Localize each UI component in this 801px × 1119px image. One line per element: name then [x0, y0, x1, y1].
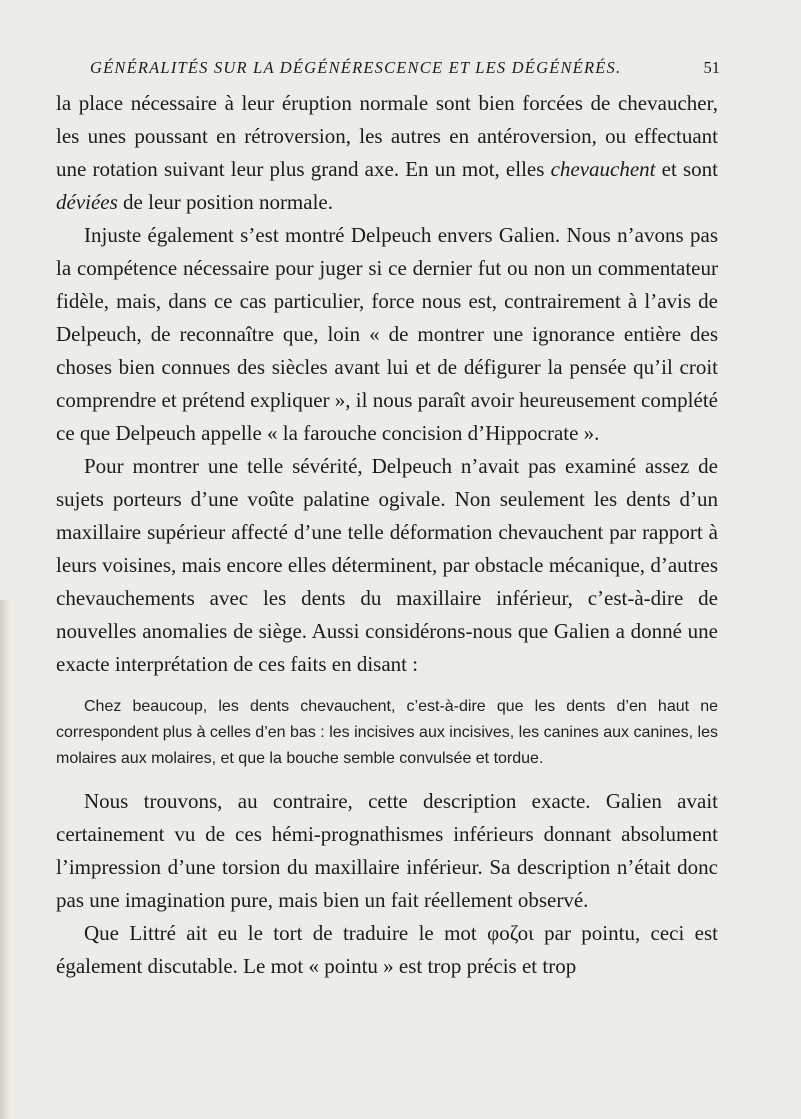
emphasis-deviees: déviées: [56, 190, 118, 214]
paragraph-1-text-c: et sont: [655, 157, 718, 181]
page-gutter-shadow: [0, 600, 10, 1119]
paragraph-4: Nous trouvons, au contraire, cette description exacte. Galien avait certainement vu de ces hémi-prognathismes inférieurs donnant absolument l’impression d’une torsion du maxillaire inférieur. Sa description n’était donc pas une imagination pure, mais bien un fait réellement observé.: [56, 789, 718, 912]
running-title: GÉNÉRALITÉS SUR LA DÉGÉNÉRESCENCE ET LES DÉGÉNÉRÉS.: [90, 58, 622, 77]
paragraph-5: Que Littré ait eu le tort de traduire le mot φοζοι par pointu, ceci est également discutable. Le mot « pointu » est trop précis et trop: [56, 921, 718, 978]
page-header: [90, 58, 720, 88]
page-number: 51: [703, 58, 720, 77]
block-quote-galien: Chez beaucoup, les dents chevauchent, c’est-à-dire que les dents d’en haut ne correspondent plus à celles d’en bas : les incisives aux incisives, les canines aux canines, les molaires aux molaires, et que la bouche semble convulsée et tordue.: [56, 698, 718, 767]
emphasis-chevauchent: chevauchent: [550, 157, 656, 181]
paragraph-1: [56, 87, 718, 219]
paragraph-1-text-a: la place nécessaire à leur éruption normale sont bien forcées de chevaucher, les unes poussant en rétroversion, les autres en antéroversion, ou effectuant une rotation suivant leur plus grand axe. En un mot, elles: [56, 91, 718, 181]
paragraph-3: Pour montrer une telle sévérité, Delpeuch n’avait pas examiné assez de sujets porteurs d’une voûte palatine ogivale. Non seulement les dents d’un maxillaire supérieur affecté d’une telle déformation chevauchent par rapport à leurs voisines, mais encore elles déterminent, par obstacle mécanique, d’autres chevauchements avec les dents du maxillaire inférieur, c’est-à-dire de nouvelles anomalies de siège. Aussi considérons-nous que Galien a donné une exacte interprétation de ces faits en disant :: [56, 454, 718, 676]
paragraph-2: Injuste également s’est montré Delpeuch envers Galien. Nous n’avons pas la compétence nécessaire pour juger si ce dernier fut ou non un commentateur fidèle, mais, dans ce cas particulier, force nous est, contrairement à l’avis de Delpeuch, de reconnaître que, loin « de montrer une ignorance entière des choses bien connues des siècles avant lui et de défigurer la pensée qu’il croit comprendre et prétend expliquer », il nous paraît avoir heureusement complété ce que Delpeuch appelle « la farouche concision d’Hippocrate ».: [56, 223, 718, 445]
paragraph-1-text-e: de leur position normale.: [117, 190, 333, 214]
page-body: [56, 87, 718, 983]
